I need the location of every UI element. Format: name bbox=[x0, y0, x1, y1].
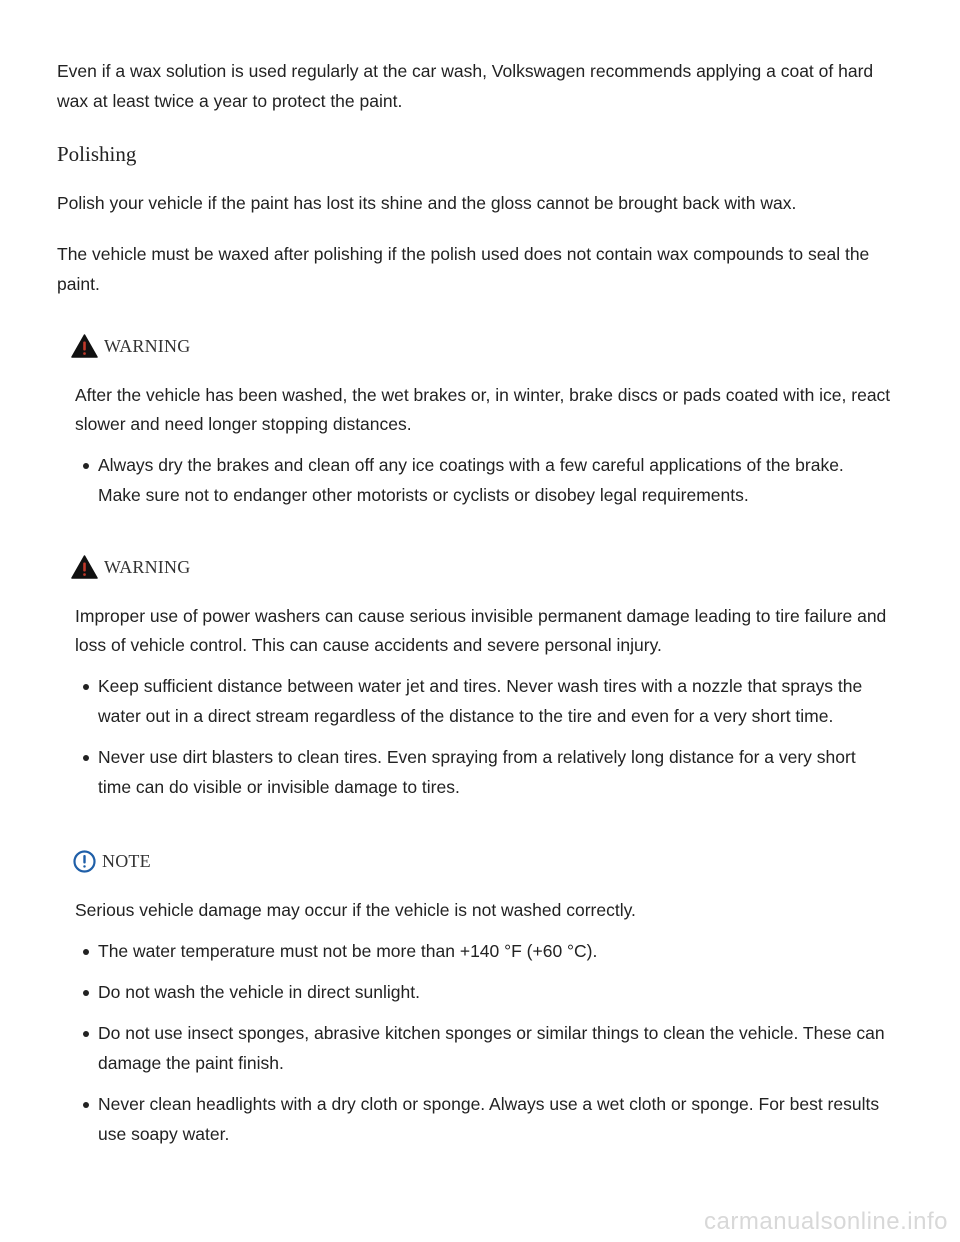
polishing-paragraph-1: Polish your vehicle if the paint has lost its shine and the gloss cannot be brought back with wax. bbox=[57, 193, 797, 213]
warning-callout-power-washers bbox=[71, 552, 891, 802]
note-text: Serious vehicle damage may occur if the vehicle is not washed correctly. bbox=[75, 900, 636, 920]
list-item: Keep sufficient distance between water jet and tires. Never wash tires with a nozzle that sprays the water out in a direct stream regardless of the distance to the tire and even for a very short time. bbox=[71, 671, 891, 731]
manual-page bbox=[57, 56, 907, 1149]
list-item: The water temperature must not be more than +140 °F (+60 °C). bbox=[71, 936, 891, 966]
warning-bullet-list bbox=[71, 671, 891, 802]
list-item: Do not wash the vehicle in direct sunlight. bbox=[71, 977, 891, 1007]
site-watermark: carmanualsonline.info bbox=[704, 1208, 948, 1235]
list-item: Do not use insect sponges, abrasive kitchen sponges or similar things to clean the vehicle. These can damage the paint finish. bbox=[71, 1018, 891, 1078]
warning-header bbox=[71, 331, 891, 361]
warning-label: WARNING bbox=[104, 335, 191, 356]
note-bullet-list bbox=[71, 936, 891, 1149]
warning-label: WARNING bbox=[104, 556, 191, 577]
warning-callout-brakes bbox=[71, 331, 891, 510]
section-heading-polishing: Polishing bbox=[57, 142, 137, 166]
intro-paragraph: Even if a wax solution is used regularly at the car wash, Volkswagen recommends applying a coat of hard wax at least twice a year to protect the paint. bbox=[57, 61, 874, 111]
warning-text: After the vehicle has been washed, the wet brakes or, in winter, brake discs or pads coated with ice, react slower and need longer stopping distances. bbox=[75, 385, 891, 434]
exclamation-circle-icon bbox=[73, 850, 96, 873]
warning-triangle-icon bbox=[71, 555, 98, 579]
polishing-paragraph-2: The vehicle must be waxed after polishing if the polish used does not contain wax compounds to seal the paint. bbox=[57, 244, 870, 294]
warning-text: Improper use of power washers can cause serious invisible permanent damage leading to tire failure and loss of vehicle control. This can cause accidents and severe personal injury. bbox=[75, 606, 887, 655]
list-item: Always dry the brakes and clean off any ice coatings with a few careful applications of the brake. Make sure not to endanger other motorists or cyclists or disobey legal requirements. bbox=[71, 450, 891, 510]
note-label: NOTE bbox=[102, 850, 151, 871]
list-item: Never use dirt blasters to clean tires. Even spraying from a relatively long distance for a very short time can do visible or invisible damage to tires. bbox=[71, 742, 891, 802]
warning-triangle-icon bbox=[71, 334, 98, 358]
warning-header bbox=[71, 552, 891, 582]
list-item: Never clean headlights with a dry cloth or sponge. Always use a wet cloth or sponge. For best results use soapy water. bbox=[71, 1089, 891, 1149]
warning-bullet-list bbox=[71, 450, 891, 510]
note-callout bbox=[71, 846, 891, 1149]
note-header bbox=[71, 846, 891, 876]
